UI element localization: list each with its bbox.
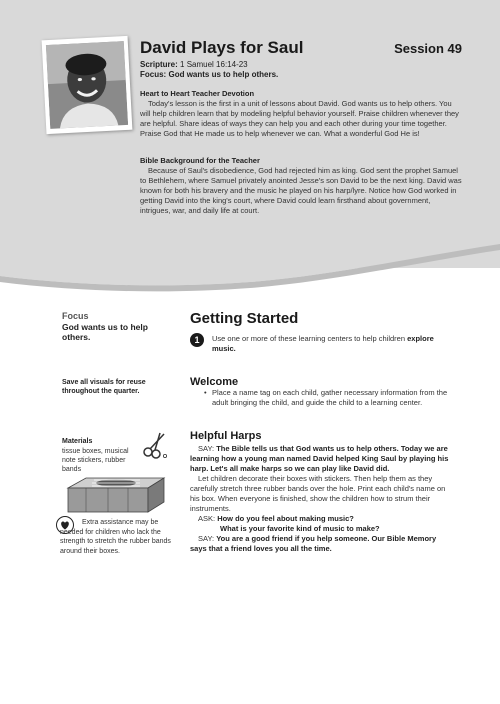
save-visuals-note: Save all visuals for reuse throughout the quarter. — [62, 379, 146, 395]
sidebar-focus-text: God wants us to help others. — [62, 322, 148, 342]
say1-label: SAY: — [198, 444, 215, 453]
assistance-note: Extra assistance may be needed for children who lack the strength to stretch the rubber bands around their boxes. — [60, 519, 171, 555]
say1-text: The Bible tells us that God wants us to help others. Today we are learning how a young man named David helped King Saul by playing his harp. Let's all make harps so we can play like David did. — [190, 444, 449, 473]
materials-text: tissue boxes, musical note stickers, rubber bands — [62, 448, 129, 473]
helpful-harps-heading: Helpful Harps — [190, 430, 262, 442]
ask-question-2: What is your favorite kind of music to make? — [220, 524, 380, 533]
lesson-title: David Plays for Saul — [140, 38, 304, 57]
say2-label: SAY: — [198, 534, 215, 543]
bullet-dot: • — [204, 388, 207, 397]
getting-started-title: Getting Started — [190, 310, 299, 327]
devotion-text: Today's lesson is the first in a unit of lessons about David. God wants us to help others. You will help children learn that by modeling helpful behavior yourself. Praise children whenever they are helpful. Share ideas of ways they can help you and each other during your time together. Praise God that He made us to help whenever we can. What a wonderful God He is! — [140, 99, 459, 138]
child-photo — [42, 36, 133, 134]
ask-paragraph — [190, 514, 452, 524]
focus-label: Focus: — [140, 70, 167, 79]
background-heading: Bible Background for the Teacher — [140, 156, 260, 165]
intro-text: Use one or more of these learning centers to help children — [212, 334, 406, 343]
ask-label: ASK: — [198, 514, 216, 523]
instructions-paragraph: Let children decorate their boxes with stickers. Then help them as they carefully stretch three rubber bands over the hole. Print each child's name on his box. When everyone is finished, show the children how to strum their instruments. — [190, 474, 446, 513]
say-paragraph-2 — [190, 534, 452, 554]
getting-started-intro — [212, 334, 452, 354]
devotion-heading: Heart to Heart Teacher Devotion — [140, 89, 255, 98]
focus-line — [140, 70, 278, 79]
welcome-heading: Welcome — [190, 376, 239, 388]
step-number-badge: 1 — [190, 333, 204, 347]
welcome-bullet: Place a name tag on each child, gather necessary information from the adult bringing the child, and guide the child to a learning center. — [212, 388, 448, 407]
intro-bold: explore music. — [212, 334, 434, 353]
tissue-box-illustration — [64, 476, 166, 514]
scripture-line — [140, 60, 248, 69]
session-number: Session 49 — [394, 41, 462, 56]
focus-value: God wants us to help others. — [168, 70, 279, 79]
say2-text: You are a good friend if you help someone. Our Bible Memory says that a friend loves you all the time. — [190, 534, 437, 553]
scripture-label: Scripture: — [140, 60, 178, 69]
scissors-icon — [140, 430, 170, 460]
sidebar-focus-title: Focus — [62, 311, 89, 321]
background-text: Because of Saul's disobedience, God had rejected him as king. God sent the prophet Samuel to Bethlehem, where Samuel privately anointed Jesse's son David to be the next king. David was known for both his bravery and the music he played on his harp/lyre. Notice how God worked in getting David into the king's court, where David could learn firsthand about government, intrigues, war, and daily life at court. — [140, 166, 462, 215]
materials-title: Materials — [62, 438, 93, 445]
ask-text: How do you feel about making music? — [217, 514, 354, 523]
helpful-harps-body — [190, 444, 452, 554]
wave-divider — [0, 226, 500, 296]
say-paragraph-1 — [190, 444, 452, 474]
scripture-value: 1 Samuel 16:14-23 — [180, 60, 248, 69]
